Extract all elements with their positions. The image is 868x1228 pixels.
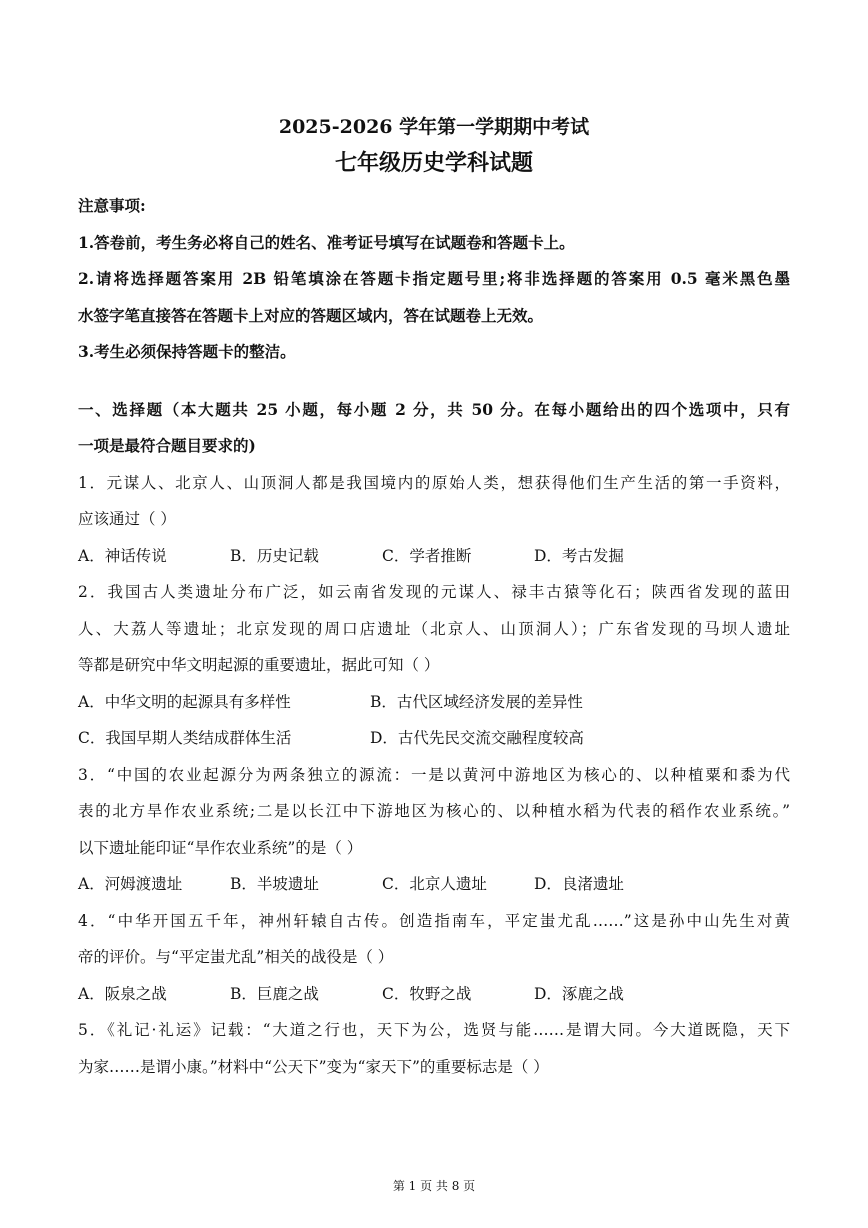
question-2-option-c: C．我国早期人类结成群体生活 <box>78 729 292 747</box>
question-2-line-3: 等都是研究中华文明起源的重要遗址，据此可知（ ） <box>78 656 440 674</box>
question-2-option-d: D．古代先民交流交融程度较高 <box>370 729 584 747</box>
question-2-option-a: A．中华文明的起源具有多样性 <box>78 692 291 711</box>
question-4-line-2: 帝的评价。与“平定蚩尤乱”相关的战役是（ ） <box>78 948 394 966</box>
question-2-option-b: B．古代区域经济发展的差异性 <box>370 692 583 711</box>
section-1-heading-line-1: 一、选择题（本大题共 25 小题，每小题 2 分，共 50 分。在每小题给出的四个选项中，只有 <box>78 399 790 419</box>
question-3-line-3: 以下遗址能印证“旱作农业系统”的是（ ） <box>78 838 363 857</box>
notes-item-3: 3.考生必须保持答题卡的整洁。 <box>78 342 296 361</box>
question-3-options <box>78 866 790 903</box>
question-5-line-1: 5．《礼记·礼运》记载：“大道之行也，天下为公，选贤与能……是谓大同。今大道既隐，天下 <box>78 1021 790 1039</box>
question-1-option-b: B．历史记载 <box>230 546 319 565</box>
exam-title: 2025-2026 学年第一学期期中考试 <box>278 116 590 138</box>
notes-heading: 注意事项: <box>78 196 146 215</box>
question-4-option-b: B．巨鹿之战 <box>230 984 319 1003</box>
question-4-option-d: D．涿鹿之战 <box>534 984 624 1003</box>
section-1-heading-line-2: 一项是最符合题目要求的) <box>78 436 256 455</box>
question-1-line-2: 应该通过（ ） <box>78 510 176 528</box>
question-3-line-1: 3．“中国的农业起源分为两条独立的源流：一是以黄河中游地区为核心的、以种植粟和黍为代 <box>78 765 790 784</box>
page-number: 第 1 页 共 8 页 <box>392 1179 476 1193</box>
question-2-options-row-1 <box>78 684 790 721</box>
question-1-options <box>78 538 790 575</box>
question-2-line-2: 人、大荔人等遗址；北京发现的周口店遗址（北京人、山顶洞人）；广东省发现的马坝人遗址 <box>78 619 790 638</box>
exam-subtitle: 七年级历史学科试题 <box>334 150 533 176</box>
question-3-option-c: C．北京人遗址 <box>382 875 487 893</box>
notes-item-1: 1.答卷前，考生务必将自己的姓名、准考证号填写在试题卷和答题卡上。 <box>78 232 575 252</box>
question-1-line-1: 1．元谋人、北京人、山顶洞人都是我国境内的原始人类，想获得他们生产生活的第一手资料， <box>78 473 790 492</box>
exam-content <box>78 188 790 1085</box>
question-3-option-a: A．河姆渡遗址 <box>78 875 183 893</box>
notes-item-2-line-1: 2.请将选择题答案用 2B 铅笔填涂在答题卡指定题号里;将非选择题的答案用 0.5 毫米黑色墨 <box>78 269 790 288</box>
question-5-line-2: 为家……是谓小康。”材料中“公天下”变为“家天下”的重要标志是（ ） <box>78 1057 549 1076</box>
notes-item-2-line-2: 水签字笔直接答在答题卡上对应的答题区域内，答在试题卷上无效。 <box>78 305 544 325</box>
question-4-line-1: 4．“中华开国五千年，神州轩辕自古传。创造指南车，平定蚩尤乱……”这是孙中山先生对黄 <box>78 911 790 930</box>
question-2-line-1: 2．我国古人类遗址分布广泛，如云南省发现的元谋人、禄丰古猿等化石；陕西省发现的蓝田 <box>78 583 790 601</box>
question-3-option-b: B．半坡遗址 <box>230 875 319 893</box>
question-3-option-d: D．良渚遗址 <box>534 875 624 893</box>
question-3-line-2: 表的北方旱作农业系统;二是以长江中下游地区为核心的、以种植水稻为代表的稻作农业系统。” <box>78 802 790 820</box>
question-1-option-c: C．学者推断 <box>382 546 472 565</box>
section-spacer <box>78 371 790 392</box>
question-4-option-c: C．牧野之战 <box>382 984 472 1003</box>
question-1-option-a: A．神话传说 <box>78 546 167 565</box>
question-2-options-row-2 <box>78 720 790 757</box>
question-4-options <box>78 976 790 1013</box>
question-1-option-d: D．考古发掘 <box>534 546 624 565</box>
question-4-option-a: A．阪泉之战 <box>78 984 167 1003</box>
